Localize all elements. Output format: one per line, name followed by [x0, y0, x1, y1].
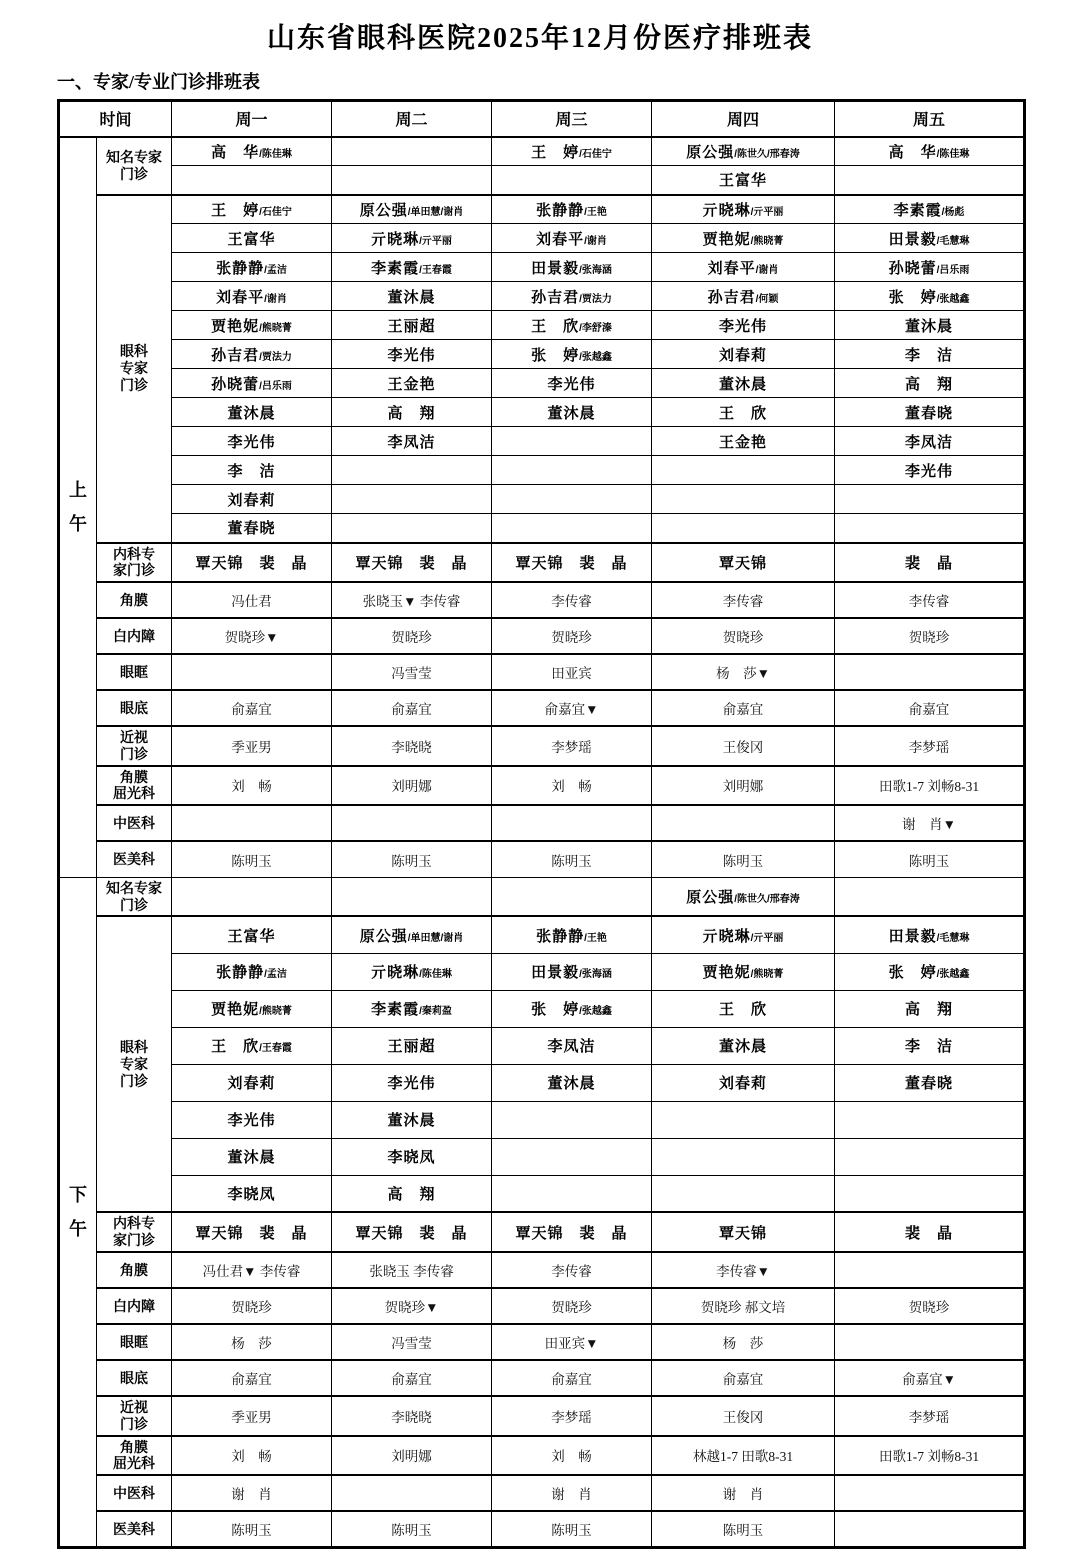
schedule-cell: 亓晓琳/亓平丽: [652, 195, 835, 224]
header-row: [59, 101, 1025, 137]
table-row: [59, 253, 1025, 282]
table-row: [59, 654, 1025, 690]
schedule-cell: 李 洁: [835, 340, 1025, 369]
section-label: 中医科: [97, 1475, 172, 1511]
schedule-cell: 王丽超: [332, 1027, 492, 1064]
schedule-cell: [172, 877, 332, 916]
schedule-cell: 高 华/陈佳琳: [172, 137, 332, 166]
section-label: 角膜: [97, 1252, 172, 1288]
table-row: [59, 990, 1025, 1027]
schedule-cell: 董沐晨: [492, 398, 652, 427]
schedule-cell: 季亚男: [172, 1396, 332, 1436]
schedule-cell: 王 欣/李舒溱: [492, 311, 652, 340]
schedule-cell: 贺晓珍: [835, 618, 1025, 654]
section-label: 角膜 屈光科: [97, 1436, 172, 1476]
schedule-cell: 张晓玉 李传睿: [332, 1252, 492, 1288]
table-row: [59, 953, 1025, 990]
section-label: 中医科: [97, 805, 172, 841]
schedule-cell: 王俊冈: [652, 1396, 835, 1436]
schedule-cell: 田景毅/张海涵: [492, 253, 652, 282]
table-row: [59, 1175, 1025, 1212]
section-label: 医美科: [97, 841, 172, 877]
schedule-cell: 张 婷/张越鑫: [492, 340, 652, 369]
schedule-cell: 原公强/单田慧/谢肖: [332, 195, 492, 224]
schedule-cell: 贺晓珍: [172, 1288, 332, 1324]
schedule-cell: 贺晓珍: [492, 1288, 652, 1324]
section-label: 白内障: [97, 1288, 172, 1324]
schedule-cell: [835, 654, 1025, 690]
schedule-cell: 王 婷/石佳宁: [492, 137, 652, 166]
schedule-cell: 谢 肖▼: [835, 805, 1025, 841]
schedule-cell: 刘春平/谢肖: [172, 282, 332, 311]
table-row: [59, 690, 1025, 726]
section-label: 知名专家 门诊: [97, 877, 172, 916]
schedule-cell: 张静静/王艳: [492, 916, 652, 953]
schedule-cell: 孙吉君/贾法力: [492, 282, 652, 311]
schedule-cell: 李素霞/秦莉盈: [332, 990, 492, 1027]
schedule-cell: 冯仕君▼ 李传睿: [172, 1252, 332, 1288]
schedule-cell: 张静静/孟洁: [172, 253, 332, 282]
schedule-cell: [492, 456, 652, 485]
schedule-cell: 张 婷/张越鑫: [835, 953, 1025, 990]
table-row: [59, 1360, 1025, 1396]
schedule-cell: 李 洁: [835, 1027, 1025, 1064]
schedule-cell: 原公强/陈世久/邢春涛: [652, 877, 835, 916]
schedule-cell: 覃天锦 裴 晶: [172, 543, 332, 583]
table-row: [59, 485, 1025, 514]
schedule-cell: 贺晓珍: [835, 1288, 1025, 1324]
schedule-cell: [835, 1511, 1025, 1547]
header-day: 周三: [492, 101, 652, 137]
schedule-cell: 刘春莉: [172, 1064, 332, 1101]
table-row: [59, 877, 1025, 916]
schedule-cell: 李光伟: [332, 340, 492, 369]
schedule-cell: 李梦瑶: [835, 1396, 1025, 1436]
schedule-cell: [492, 1175, 652, 1212]
schedule-cell: [172, 654, 332, 690]
section-label: 内科专 家门诊: [97, 1212, 172, 1252]
schedule-cell: [652, 485, 835, 514]
schedule-cell: 高 翔: [835, 990, 1025, 1027]
header-day: 周四: [652, 101, 835, 137]
schedule-cell: 贺晓珍▼: [332, 1288, 492, 1324]
table-row: [59, 916, 1025, 953]
section-label: 白内障: [97, 618, 172, 654]
schedule-cell: 裴 晶: [835, 543, 1025, 583]
schedule-cell: 李光伟: [172, 1101, 332, 1138]
schedule-cell: 张静静/王艳: [492, 195, 652, 224]
schedule-cell: [652, 1175, 835, 1212]
table-row: [59, 456, 1025, 485]
table-row: [59, 543, 1025, 583]
schedule-cell: [835, 166, 1025, 195]
header-day: 周二: [332, 101, 492, 137]
schedule-cell: 贺晓珍: [652, 618, 835, 654]
schedule-cell: 李 洁: [172, 456, 332, 485]
schedule-cell: 覃天锦 裴 晶: [332, 1212, 492, 1252]
schedule-body: [59, 137, 1025, 1548]
schedule-cell: 刘春莉: [652, 340, 835, 369]
schedule-cell: 贾艳妮/熊晓菁: [652, 224, 835, 253]
schedule-cell: 李晓晓: [332, 1396, 492, 1436]
schedule-cell: [172, 166, 332, 195]
schedule-cell: [492, 485, 652, 514]
schedule-cell: 田景毅/毛慧琳: [835, 916, 1025, 953]
schedule-cell: 李传睿▼: [652, 1252, 835, 1288]
table-row: [59, 766, 1025, 806]
table-row: [59, 1511, 1025, 1547]
schedule-cell: [652, 514, 835, 543]
schedule-cell: [835, 485, 1025, 514]
schedule-cell: 覃天锦 裴 晶: [332, 543, 492, 583]
schedule-cell: 冯仕君: [172, 582, 332, 618]
schedule-table: [57, 99, 1026, 1549]
schedule-cell: 陈明玉: [835, 841, 1025, 877]
schedule-cell: [652, 1138, 835, 1175]
table-row: [59, 398, 1025, 427]
schedule-cell: 刘明娜: [332, 1436, 492, 1476]
schedule-cell: 董沐晨: [835, 311, 1025, 340]
schedule-cell: 孙晓蕾/吕乐雨: [172, 369, 332, 398]
schedule-cell: 裴 晶: [835, 1212, 1025, 1252]
schedule-cell: 冯雪莹: [332, 1324, 492, 1360]
schedule-cell: [332, 137, 492, 166]
schedule-cell: 张 婷/张越鑫: [492, 990, 652, 1027]
table-row: [59, 582, 1025, 618]
schedule-cell: 李传睿: [652, 582, 835, 618]
section-label: 眼眶: [97, 654, 172, 690]
schedule-cell: [492, 514, 652, 543]
schedule-cell: 原公强/单田慧/谢肖: [332, 916, 492, 953]
schedule-cell: 董沐晨: [172, 398, 332, 427]
schedule-cell: 王富华: [172, 224, 332, 253]
schedule-cell: 王富华: [172, 916, 332, 953]
schedule-cell: 张静静/孟洁: [172, 953, 332, 990]
schedule-cell: 刘春平/谢肖: [652, 253, 835, 282]
section-label: 眼底: [97, 1360, 172, 1396]
schedule-cell: 李凤洁: [835, 427, 1025, 456]
schedule-cell: 陈明玉: [332, 1511, 492, 1547]
schedule-cell: 刘春平/谢肖: [492, 224, 652, 253]
schedule-cell: 亓晓琳/亓平丽: [652, 916, 835, 953]
schedule-cell: 俞嘉宜: [652, 1360, 835, 1396]
page-title: 山东省眼科医院2025年12月份医疗排班表: [266, 23, 813, 54]
section-label: 眼眶: [97, 1324, 172, 1360]
schedule-cell: [332, 514, 492, 543]
table-row: [59, 224, 1025, 253]
section-label: 眼底: [97, 690, 172, 726]
schedule-cell: 张晓玉▼ 李传睿: [332, 582, 492, 618]
schedule-cell: [492, 877, 652, 916]
schedule-cell: 王 欣/王春霞: [172, 1027, 332, 1064]
schedule-cell: 董春晓: [172, 514, 332, 543]
schedule-cell: [492, 1138, 652, 1175]
schedule-cell: 李光伟: [835, 456, 1025, 485]
table-row: [59, 369, 1025, 398]
schedule-cell: 王 婷/石佳宁: [172, 195, 332, 224]
schedule-cell: 李素霞/王春霞: [332, 253, 492, 282]
schedule-cell: 贾艳妮/熊晓菁: [172, 311, 332, 340]
schedule-cell: 田亚宾▼: [492, 1324, 652, 1360]
schedule-cell: 陈明玉: [172, 841, 332, 877]
table-row: [59, 137, 1025, 166]
schedule-cell: 李传睿: [835, 582, 1025, 618]
schedule-cell: 李梦瑶: [835, 726, 1025, 766]
schedule-cell: 田歌1-7 刘畅8-31: [835, 1436, 1025, 1476]
schedule-cell: [492, 1101, 652, 1138]
section-label: 近视 门诊: [97, 1396, 172, 1436]
schedule-cell: 李凤洁: [332, 427, 492, 456]
schedule-cell: 俞嘉宜: [492, 1360, 652, 1396]
header-day: 周一: [172, 101, 332, 137]
schedule-cell: 李晓晓: [332, 726, 492, 766]
schedule-cell: 覃天锦: [652, 1212, 835, 1252]
schedule-cell: 高 华/陈佳琳: [835, 137, 1025, 166]
table-row: [59, 195, 1025, 224]
schedule-cell: 田景毅/张海涵: [492, 953, 652, 990]
schedule-cell: 李晓凤: [172, 1175, 332, 1212]
schedule-cell: 刘春莉: [652, 1064, 835, 1101]
table-row: [59, 427, 1025, 456]
schedule-cell: 覃天锦 裴 晶: [492, 1212, 652, 1252]
table-row: [59, 311, 1025, 340]
schedule-cell: 王丽超: [332, 311, 492, 340]
schedule-cell: 俞嘉宜: [332, 690, 492, 726]
schedule-cell: 陈明玉: [492, 841, 652, 877]
schedule-cell: 董春晓: [835, 398, 1025, 427]
schedule-cell: 杨 莎▼: [652, 654, 835, 690]
table-row: [59, 1064, 1025, 1101]
schedule-cell: 董沐晨: [652, 369, 835, 398]
section-label: 角膜 屈光科: [97, 766, 172, 806]
schedule-cell: 高 翔: [332, 1175, 492, 1212]
schedule-cell: [332, 805, 492, 841]
schedule-cell: [652, 805, 835, 841]
table-row: [59, 1027, 1025, 1064]
schedule-cell: 林越1-7 田歌8-31: [652, 1436, 835, 1476]
table-row: [59, 1288, 1025, 1324]
schedule-cell: [835, 1101, 1025, 1138]
schedule-cell: 高 翔: [332, 398, 492, 427]
schedule-cell: 李梦瑶: [492, 1396, 652, 1436]
schedule-cell: [835, 1175, 1025, 1212]
schedule-cell: 董沐晨: [332, 282, 492, 311]
schedule-cell: 李传睿: [492, 1252, 652, 1288]
schedule-cell: 杨 莎: [172, 1324, 332, 1360]
schedule-cell: 刘明娜: [332, 766, 492, 806]
schedule-cell: 贺晓珍: [492, 618, 652, 654]
table-row: [59, 841, 1025, 877]
schedule-cell: [492, 805, 652, 841]
table-row: [59, 166, 1025, 195]
schedule-cell: 俞嘉宜▼: [835, 1360, 1025, 1396]
table-row: [59, 1396, 1025, 1436]
schedule-cell: 李光伟: [172, 427, 332, 456]
schedule-cell: 陈明玉: [172, 1511, 332, 1547]
schedule-cell: [835, 1138, 1025, 1175]
schedule-cell: 谢 肖: [172, 1475, 332, 1511]
schedule-cell: 李晓凤: [332, 1138, 492, 1175]
schedule-cell: [835, 877, 1025, 916]
table-row: [59, 618, 1025, 654]
schedule-cell: 王金艳: [332, 369, 492, 398]
table-row: [59, 1212, 1025, 1252]
schedule-cell: 贺晓珍: [332, 618, 492, 654]
schedule-cell: 覃天锦 裴 晶: [172, 1212, 332, 1252]
schedule-cell: 冯雪莹: [332, 654, 492, 690]
section-label: 近视 门诊: [97, 726, 172, 766]
schedule-cell: 俞嘉宜: [172, 690, 332, 726]
table-row: [59, 1475, 1025, 1511]
schedule-cell: 董春晓: [835, 1064, 1025, 1101]
schedule-cell: 俞嘉宜: [172, 1360, 332, 1396]
section-label: 知名专家 门诊: [97, 137, 172, 195]
schedule-cell: 刘 畅: [492, 1436, 652, 1476]
schedule-cell: [652, 456, 835, 485]
schedule-cell: 李凤洁: [492, 1027, 652, 1064]
schedule-cell: 覃天锦: [652, 543, 835, 583]
schedule-cell: [835, 1252, 1025, 1288]
table-row: [59, 1252, 1025, 1288]
schedule-cell: 孙晓蕾/吕乐雨: [835, 253, 1025, 282]
period-label: 上 午: [59, 137, 97, 878]
schedule-cell: 李梦瑶: [492, 726, 652, 766]
table-row: [59, 1101, 1025, 1138]
section-label: 医美科: [97, 1511, 172, 1547]
schedule-cell: 亓晓琳/陈佳琳: [332, 953, 492, 990]
schedule-cell: 高 翔: [835, 369, 1025, 398]
schedule-cell: 张 婷/张越鑫: [835, 282, 1025, 311]
schedule-cell: [332, 485, 492, 514]
schedule-cell: 田歌1-7 刘畅8-31: [835, 766, 1025, 806]
schedule-cell: [332, 456, 492, 485]
schedule-cell: 季亚男: [172, 726, 332, 766]
schedule-cell: 董沐晨: [332, 1101, 492, 1138]
schedule-cell: 俞嘉宜▼: [492, 690, 652, 726]
section-heading: 一、专家/专业门诊排班表: [57, 72, 260, 92]
table-row: [59, 805, 1025, 841]
schedule-cell: 李传睿: [492, 582, 652, 618]
schedule-cell: 孙吉君/何颖: [652, 282, 835, 311]
schedule-cell: 李光伟: [492, 369, 652, 398]
schedule-cell: 谢 肖: [652, 1475, 835, 1511]
schedule-cell: [172, 805, 332, 841]
schedule-cell: 王 欣: [652, 398, 835, 427]
header-day: 周五: [835, 101, 1025, 137]
schedule-cell: 董沐晨: [652, 1027, 835, 1064]
schedule-cell: 刘明娜: [652, 766, 835, 806]
schedule-cell: 田景毅/毛慧琳: [835, 224, 1025, 253]
schedule-cell: [492, 166, 652, 195]
section-label: 内科专 家门诊: [97, 543, 172, 583]
table-row: [59, 1324, 1025, 1360]
schedule-cell: 覃天锦 裴 晶: [492, 543, 652, 583]
table-row: [59, 1138, 1025, 1175]
schedule-cell: 贺晓珍 郝文培: [652, 1288, 835, 1324]
schedule-cell: 谢 肖: [492, 1475, 652, 1511]
schedule-cell: [652, 1101, 835, 1138]
table-row: [59, 514, 1025, 543]
schedule-cell: 王 欣: [652, 990, 835, 1027]
schedule-cell: [835, 1324, 1025, 1360]
section-label: 角膜: [97, 582, 172, 618]
schedule-cell: 刘春莉: [172, 485, 332, 514]
schedule-cell: 孙吉君/贾法力: [172, 340, 332, 369]
schedule-cell: 陈明玉: [652, 1511, 835, 1547]
schedule-cell: 原公强/陈世久/邢春涛: [652, 137, 835, 166]
schedule-cell: 王金艳: [652, 427, 835, 456]
schedule-cell: 俞嘉宜: [652, 690, 835, 726]
schedule-cell: 俞嘉宜: [332, 1360, 492, 1396]
table-row: [59, 282, 1025, 311]
schedule-cell: 陈明玉: [492, 1511, 652, 1547]
table-row: [59, 340, 1025, 369]
schedule-cell: [332, 166, 492, 195]
schedule-cell: 刘 畅: [492, 766, 652, 806]
section-label: 眼科 专家 门诊: [97, 916, 172, 1212]
schedule-cell: 俞嘉宜: [835, 690, 1025, 726]
schedule-cell: 贾艳妮/熊晓菁: [652, 953, 835, 990]
schedule-cell: 陈明玉: [332, 841, 492, 877]
schedule-cell: 李素霞/杨彪: [835, 195, 1025, 224]
schedule-cell: 田亚宾: [492, 654, 652, 690]
schedule-cell: 亓晓琳/亓平丽: [332, 224, 492, 253]
schedule-cell: 贾艳妮/熊晓菁: [172, 990, 332, 1027]
schedule-cell: 李光伟: [652, 311, 835, 340]
schedule-cell: 王富华: [652, 166, 835, 195]
period-label: 下 午: [59, 877, 97, 1547]
schedule-cell: 陈明玉: [652, 841, 835, 877]
schedule-cell: [835, 514, 1025, 543]
header-time: 时间: [59, 101, 172, 137]
schedule-cell: [492, 427, 652, 456]
schedule-cell: 刘 畅: [172, 766, 332, 806]
table-row: [59, 1436, 1025, 1476]
schedule-cell: [835, 1475, 1025, 1511]
schedule-cell: 董沐晨: [492, 1064, 652, 1101]
schedule-cell: [332, 877, 492, 916]
schedule-cell: 贺晓珍▼: [172, 618, 332, 654]
section-label: 眼科 专家 门诊: [97, 195, 172, 543]
schedule-cell: 杨 莎: [652, 1324, 835, 1360]
schedule-cell: 李光伟: [332, 1064, 492, 1101]
schedule-cell: 刘 畅: [172, 1436, 332, 1476]
schedule-cell: 王俊冈: [652, 726, 835, 766]
table-row: [59, 726, 1025, 766]
schedule-cell: 董沐晨: [172, 1138, 332, 1175]
schedule-cell: [332, 1475, 492, 1511]
